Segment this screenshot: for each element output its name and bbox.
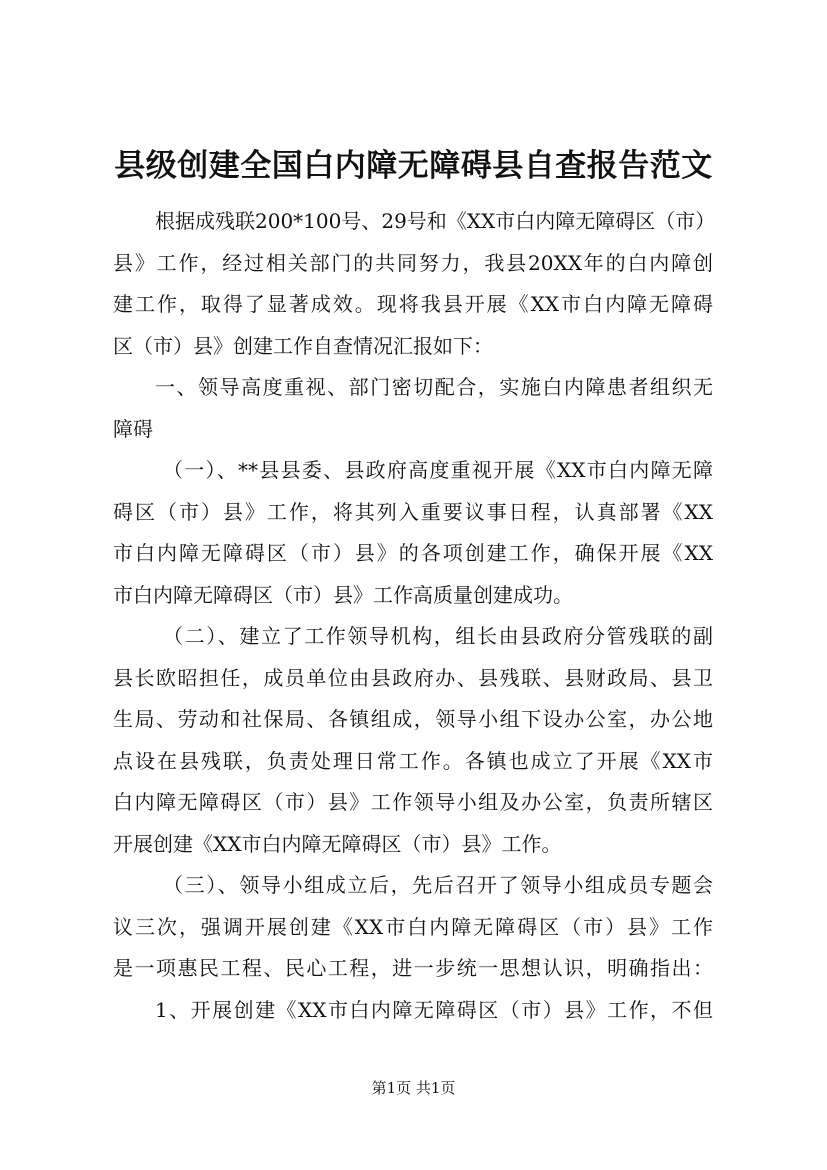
paragraph-line: 建工作，取得了显著成效。现将我县开展《XX市白内障无障碍 xyxy=(113,292,713,316)
paragraph-line: 点设在县残联，负责处理日常工作。各镇也成立了开展《XX市 xyxy=(113,748,713,773)
paragraph-line: （三）、领导小组成立后，先后召开了领导小组成员专题会 xyxy=(163,873,713,897)
page-number-footer: 第1页 共1页 xyxy=(371,1079,456,1097)
paragraph-line: 县长欧昭担任，成员单位由县政府办、县残联、县财政局、县卫 xyxy=(113,665,713,690)
paragraph-line: 1、开展创建《XX市白内障无障碍区（市）县》工作，不但 xyxy=(155,997,713,1022)
document-body xyxy=(113,201,716,1031)
paragraph-line: 根据成残联200*100号、29号和《XX市白内障无障碍区（市） xyxy=(155,209,716,233)
paragraph-line: 白内障无障碍区（市）县》工作领导小组及办公室，负责所辖区 xyxy=(113,790,713,814)
paragraph-line: 碍区（市）县》工作，将其列入重要议事日程，认真部署《XX xyxy=(113,499,713,524)
paragraph-line: 是一项惠民工程、民心工程，进一步统一思想认识，明确指出： xyxy=(113,956,713,980)
paragraph-line: 生局、劳动和社保局、各镇组成，领导小组下设办公室，办公地 xyxy=(113,707,713,731)
paragraph-line: 市白内障无障碍区（市）县》工作高质量创建成功。 xyxy=(113,582,573,607)
section-heading-line: 一、领导高度重视、部门密切配合，实施白内障患者组织无 xyxy=(155,375,713,399)
section-heading-line: 障碍 xyxy=(113,416,153,441)
paragraph-line: 县》工作，经过相关部门的共同努力，我县20XX年的白内障创 xyxy=(113,250,713,275)
paragraph-line: 区（市）县》创建工作自查情况汇报如下： xyxy=(113,333,493,358)
paragraph-line: 市白内障无障碍区（市）县》的各项创建工作，确保开展《XX xyxy=(113,541,713,565)
paragraph-line: （一）、**县县委、县政府高度重视开展《XX市白内障无障 xyxy=(163,458,713,482)
paragraph-line: 议三次，强调开展创建《XX市白内障无障碍区（市）县》工作 xyxy=(113,914,713,939)
paragraph-line: 开展创建《XX市白内障无障碍区（市）县》工作。 xyxy=(113,831,562,856)
paragraph-line: （二）、建立了工作领导机构，组长由县政府分管残联的副 xyxy=(163,624,713,648)
document-title: 县级创建全国白内障无障碍县自查报告范文 xyxy=(114,148,713,184)
